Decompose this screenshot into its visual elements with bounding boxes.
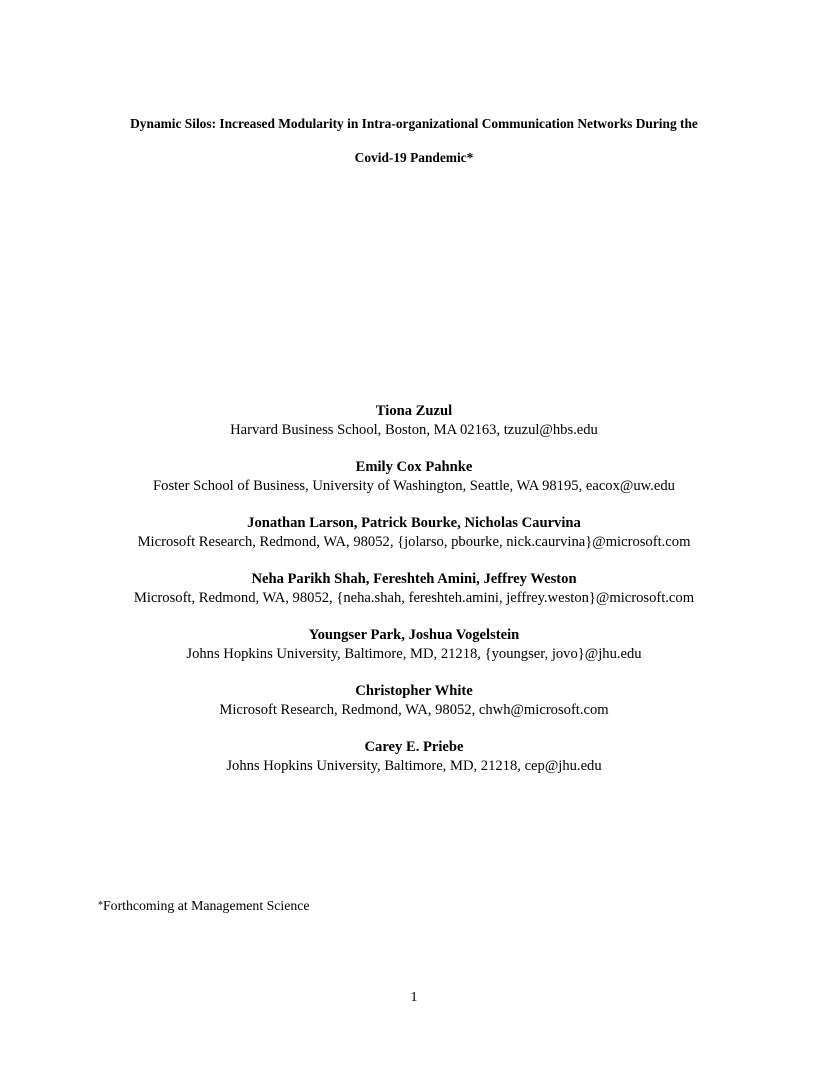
footnote-text: Forthcoming at Management Science (103, 898, 310, 913)
title-footnote (98, 897, 310, 915)
author-affiliation: Microsoft Research, Redmond, WA, 98052, chwh@microsoft.com (219, 702, 609, 718)
author-block (0, 738, 828, 776)
author-names: Christopher White (355, 683, 473, 699)
author-names: Youngser Park, Joshua Vogelstein (308, 627, 520, 643)
author-list (0, 402, 828, 794)
author-names: Jonathan Larson, Patrick Bourke, Nicholas Caurvina (247, 515, 581, 531)
paper-title-line-1: Dynamic Silos: Increased Modularity in Intra-organizational Communication Networks During the (130, 116, 698, 131)
author-affiliation: Johns Hopkins University, Baltimore, MD, 21218, {youngser, jovo}@jhu.edu (186, 646, 642, 662)
author-names: Emily Cox Pahnke (355, 459, 473, 475)
author-block (0, 514, 828, 552)
author-names: Carey E. Priebe (364, 739, 464, 755)
footnote-marker: * (98, 900, 103, 911)
author-affiliation: Harvard Business School, Boston, MA 02163, tzuzul@hbs.edu (230, 422, 598, 438)
author-block (0, 570, 828, 608)
author-block (0, 682, 828, 720)
author-block (0, 626, 828, 664)
author-affiliation: Microsoft, Redmond, WA, 98052, {neha.shah, fereshteh.amini, jeffrey.weston}@microsoft.com (133, 590, 695, 606)
author-names: Tiona Zuzul (375, 403, 453, 419)
author-affiliation: Microsoft Research, Redmond, WA, 98052, {jolarso, pbourke, nick.caurvina}@microsoft.com (137, 534, 691, 550)
author-block (0, 458, 828, 496)
page-number: 1 (410, 990, 418, 1005)
author-names: Neha Parikh Shah, Fereshteh Amini, Jeffrey Weston (251, 571, 577, 587)
paper-title-line-2: Covid-19 Pandemic* (354, 150, 474, 165)
author-affiliation: Johns Hopkins University, Baltimore, MD, 21218, cep@jhu.edu (226, 758, 602, 774)
author-block (0, 402, 828, 440)
author-affiliation: Foster School of Business, University of Washington, Seattle, WA 98195, eacox@uw.edu (153, 478, 675, 494)
